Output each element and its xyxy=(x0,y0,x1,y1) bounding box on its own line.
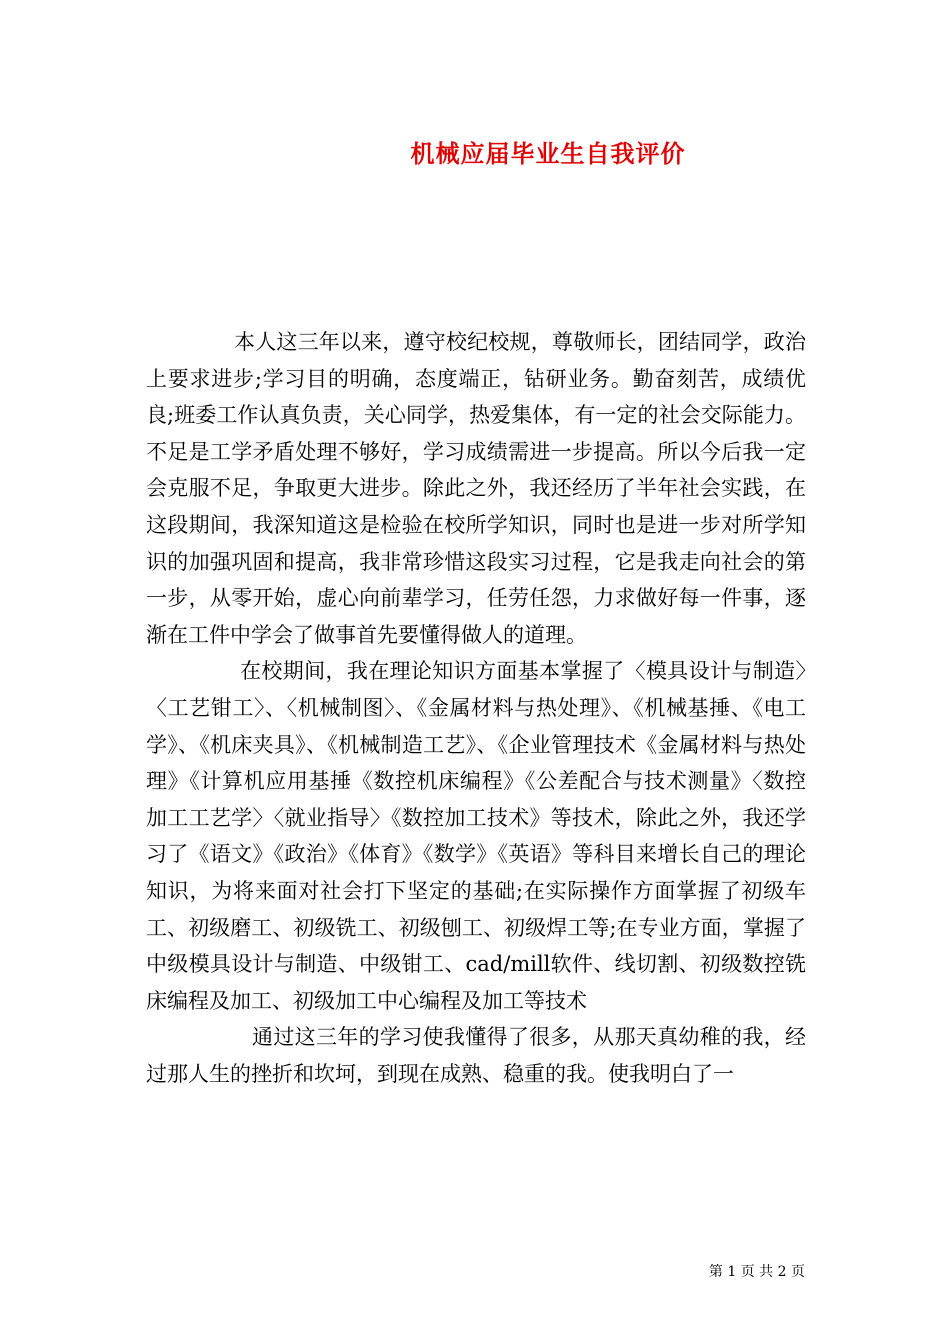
paragraph-1: 本人这三年以来，遵守校纪校规，尊敬师长，团结同学，政治上要求进步;学习目的明确，态度端正，钻研业务。勤奋刻苦，成绩优良;班委工作认真负责，关心同学，热爱集体，有一定的社会交际能力。不足是工学矛盾处理不够好，学习成绩需进一步提高。所以今后我一定会克服不足，争取更大进步。除此之外，我还经历了半年社会实践，在这段期间，我深知道这是检验在校所学知识，同时也是进一步对所学知识的加强巩固和提高，我非常珍惜这段实习过程，它是我走向社会的第一步，从零开始，虚心向前辈学习，任劳任怨，力求做好每一件事，逐渐在工件中学会了做事首先要懂得做人的道理。 xyxy=(146,330,806,647)
paragraph-2: 在校期间，我在理论知识方面基本掌握了〈模具设计与制造〉〈工艺钳工〉、〈机械制图〉、《金属材料与热处理》、《机械基捶、《电工学》、《机床夹具》、《机械制造工艺》、《企业管理技术《金属材料与热处理》《计算机应用基捶《数控机床编程》《公差配合与技术测量》〈数控加工工艺学〉〈就业指导〉《数控加工技术》等技术，除此之外，我还学习了《语文》《政治》《体育》《数学》《英语》等科目来增长自己的理论知识，为将来面对社会打下坚定的基础;在实际操作方面掌握了初级车工、初级磨工、初级铣工、初级刨工、初级焊工等;在专业方面，掌握了中级模具设计与制造、中级钳工、cad/mill软件、线切割、初级数控铣床编程及加工、初级加工中心编程及加工等技术 xyxy=(146,659,806,1013)
page-number-footer: 第 1 页 共 2 页 xyxy=(708,1264,805,1280)
document-title: 机械应届毕业生自我评价 xyxy=(410,140,686,168)
document-body xyxy=(146,324,806,1092)
paragraph-3: 通过这三年的学习使我懂得了很多，从那天真幼稚的我，经过那人生的挫折和坎坷，到现在成熟、稳重的我。使我明白了一 xyxy=(146,1025,806,1086)
